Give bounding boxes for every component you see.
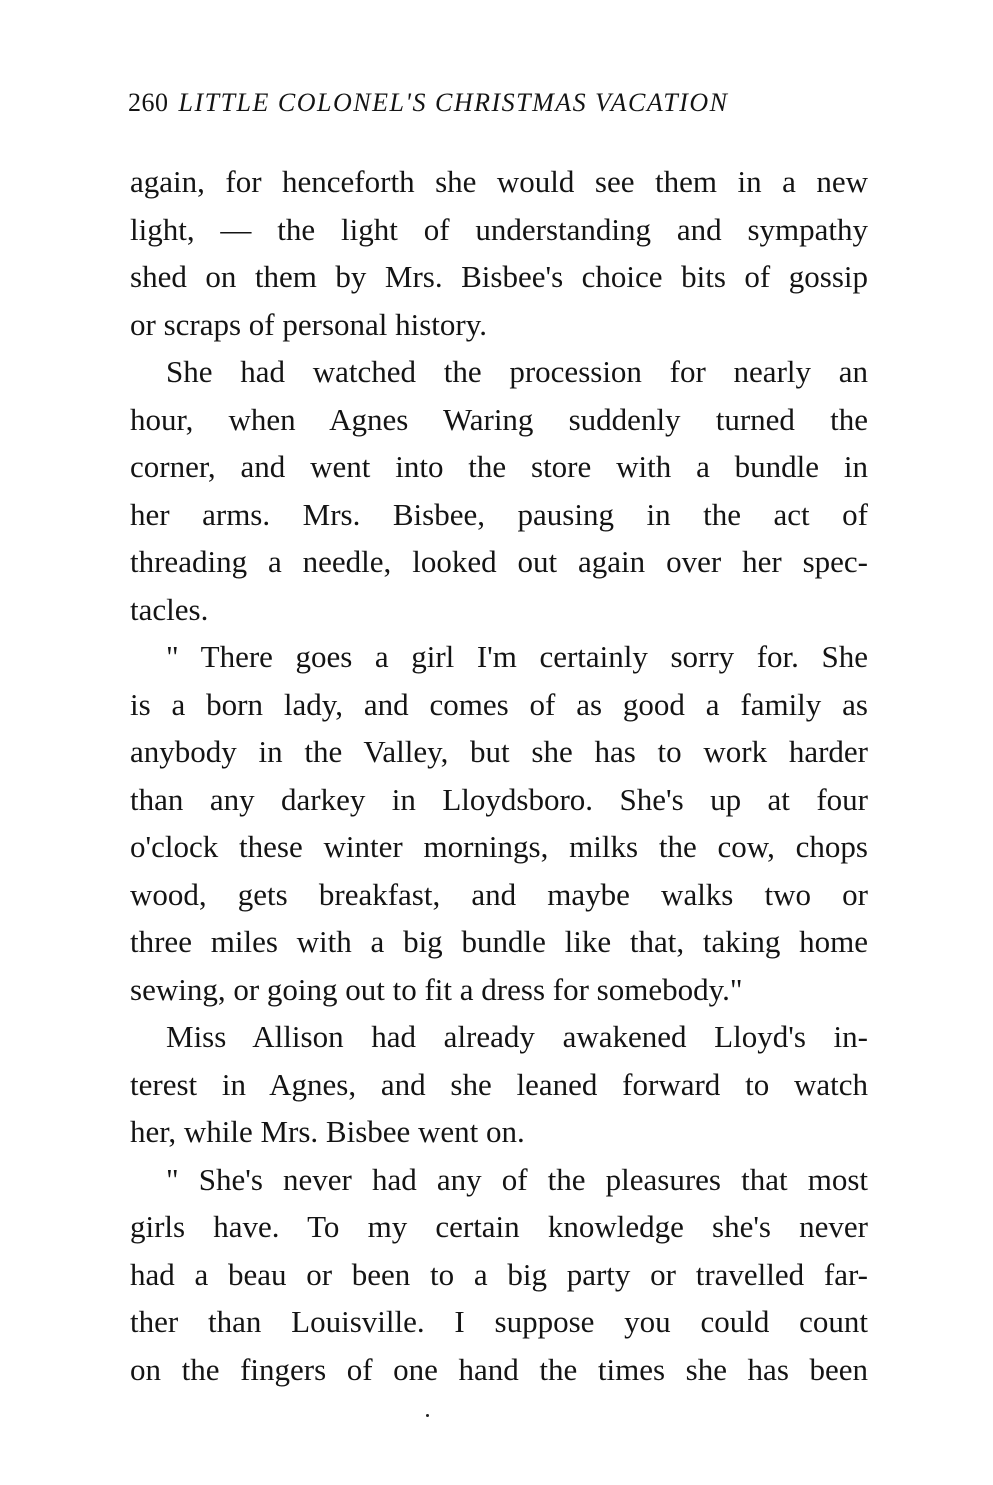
- text-line: She had watched the procession for nearly an: [166, 354, 868, 389]
- text-line: Miss Allison had already awakened Lloyd's in-: [166, 1019, 868, 1054]
- text-line: her arms. Mrs. Bisbee, pausing in the act of: [130, 496, 868, 532]
- text-line: sewing, or going out to fit a dress for somebody.": [130, 971, 743, 1007]
- text-line: again, for henceforth she would see them in a new: [130, 164, 868, 199]
- text-line: " There goes a girl I'm certainly sorry for. She: [166, 639, 868, 674]
- text-line: girls have. To my certain knowledge she's never: [130, 1209, 868, 1244]
- text-line: terest in Agnes, and she leaned forward to watch: [130, 1066, 868, 1102]
- text-line: anybody in the Valley, but she has to work harder: [130, 734, 868, 769]
- text-line: " She's never had any of the pleasures that most: [166, 1161, 868, 1197]
- running-title: LITTLE COLONEL'S CHRISTMAS VACATION: [178, 88, 729, 117]
- text-line: than any darkey in Lloydsboro. She's up at four: [130, 781, 868, 817]
- text-line: corner, and went into the store with a bundle in: [130, 449, 868, 484]
- print-speck: [426, 1414, 429, 1417]
- text-line: her, while Mrs. Bisbee went on.: [130, 1114, 525, 1149]
- text-line: wood, gets breakfast, and maybe walks two or: [130, 876, 868, 912]
- text-line: three miles with a big bundle like that, taking home: [130, 924, 868, 959]
- text-line: threading a needle, looked out again over her spec-: [130, 544, 868, 579]
- text-line: light, — the light of understanding and sympathy: [130, 211, 868, 247]
- text-line: tacles.: [130, 591, 209, 627]
- running-header: [128, 88, 868, 118]
- text-line: ther than Louisville. I suppose you could count: [130, 1304, 868, 1339]
- text-line: had a beau or been to a big party or travelled far-: [130, 1256, 868, 1292]
- page-number: 260: [128, 88, 169, 117]
- body-text: [130, 158, 868, 1393]
- text-line: on the fingers of one hand the times she has been: [130, 1351, 868, 1387]
- text-line: shed on them by Mrs. Bisbee's choice bits of gossip: [130, 259, 868, 294]
- text-line: o'clock these winter mornings, milks the cow, chops: [130, 829, 868, 864]
- text-line: is a born lady, and comes of as good a family as: [130, 686, 868, 722]
- text-line: or scraps of personal history.: [130, 306, 487, 342]
- text-line: hour, when Agnes Waring suddenly turned the: [130, 401, 868, 437]
